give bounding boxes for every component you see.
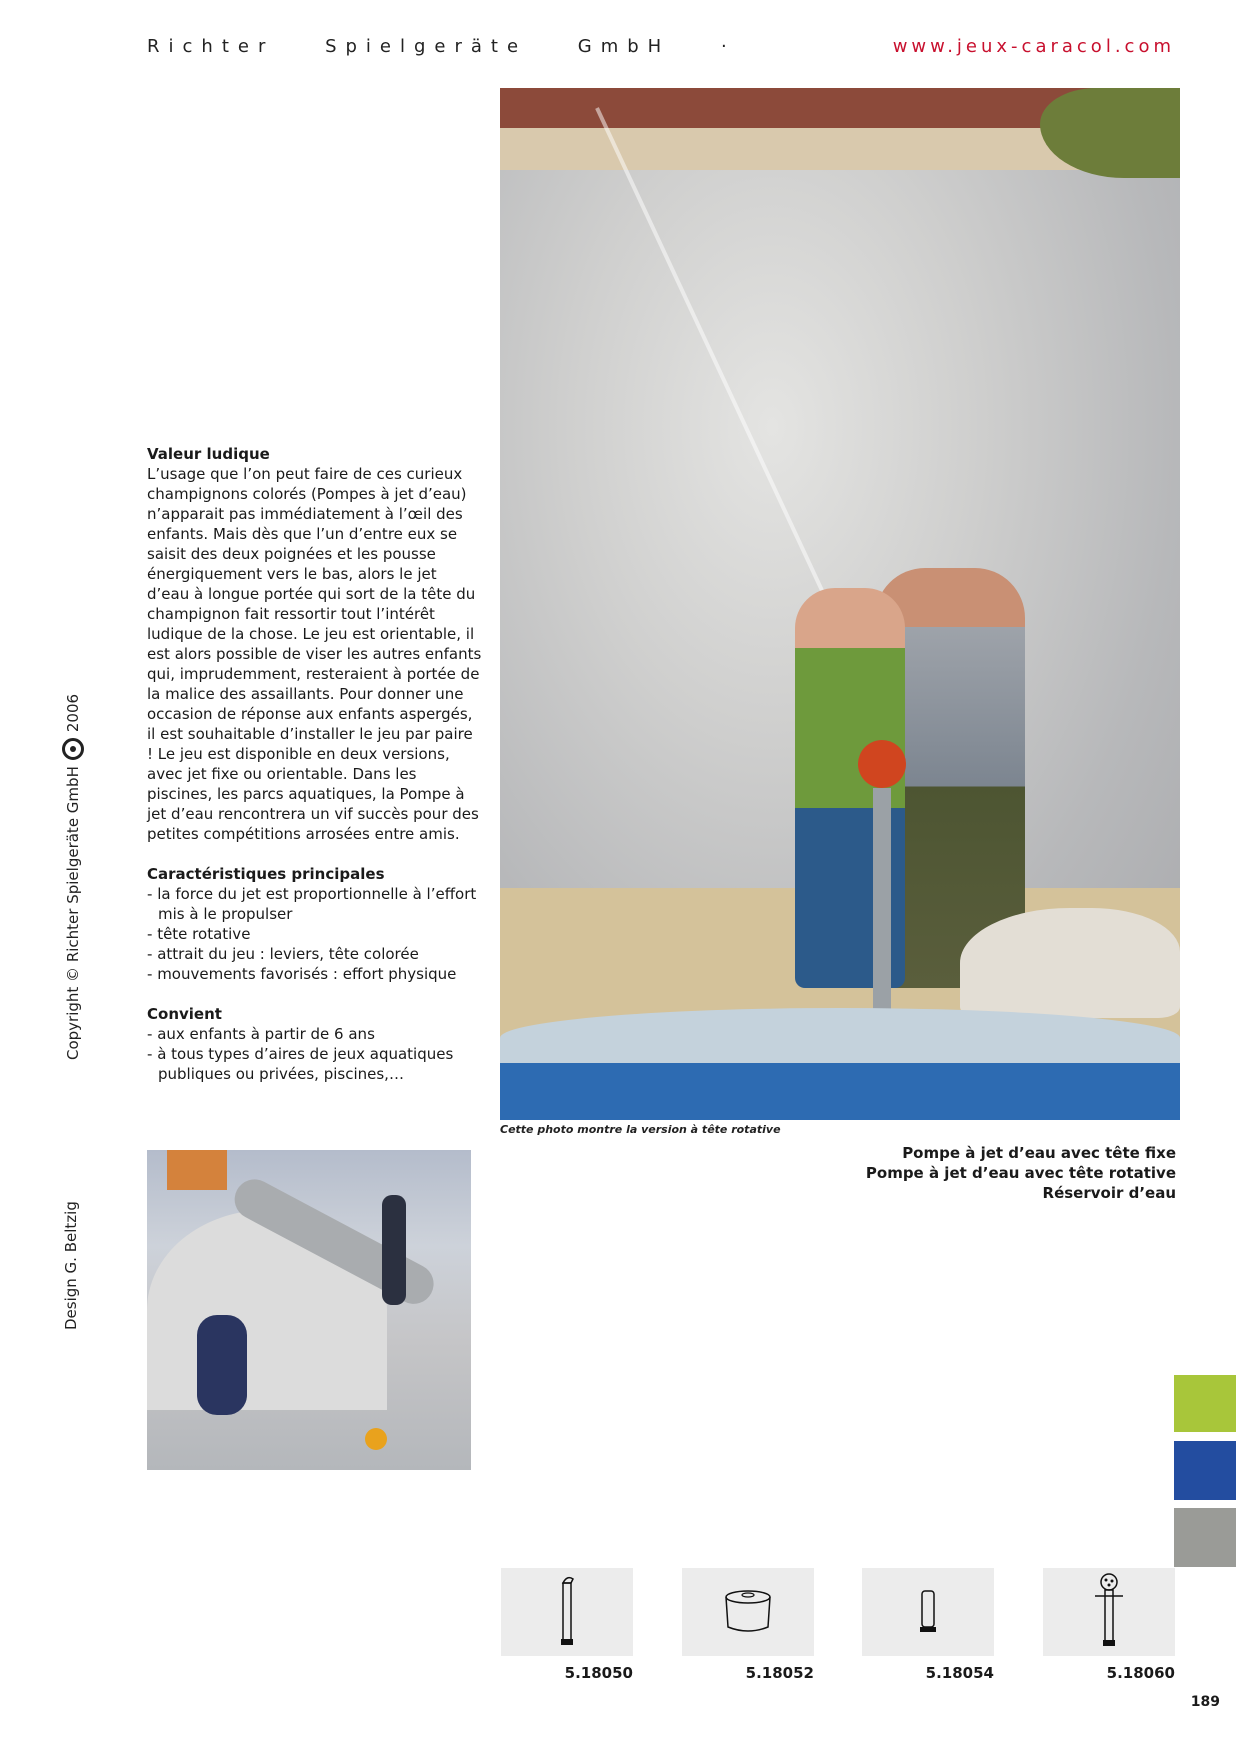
list-item: - à tous types d’aires de jeux aquatiques publiques ou privées, piscines,… [147, 1044, 482, 1084]
product-number: 5.18050 [564, 1664, 633, 1682]
carac-title: Caractéristiques principales [147, 865, 385, 883]
product-number: 5.18052 [745, 1664, 814, 1682]
valeur-body: L’usage que l’on peut faire de ces curieux champignons colorés (Pompes à jet d’eau) n’apparait pas immédiatement à l’œil des enfants. Mais dès que l’un d’entre eux se saisit des deux poignées et les pousse énergiquement vers le bas, alors le jet d’eau à longue portée qui sort de la tête du champignon fait ressortir tout l’intérêt ludique de la chose. Le jeu est orientable, il est alors possible de viser les autres enfants qui, imprudemment, resteraient à portée de la malice des assaillants. Pour donner une occasion de réponse aux enfants aspergés, il est souhaitable d’installer le jeu par paire ! Le jeu est disponible en deux versions, avec jet fixe ou orientable. Dans les piscines, les parcs aquatiques, la Pompe à jet d’eau rencontrera un vif succès pour des petites compétitions arrosées entre amis. [147, 465, 482, 843]
product-titles [866, 1143, 1176, 1203]
product-title: Pompe à jet d’eau avec tête fixe [902, 1144, 1176, 1162]
product-title: Pompe à jet d’eau avec tête rotative [865, 1164, 1176, 1182]
side-copyright [62, 694, 84, 1060]
header-url[interactable]: www.jeux-caracol.com [892, 36, 1175, 57]
list-item: - tête rotative [147, 924, 482, 944]
list-item: - la force du jet est proportionnelle à l’effort mis à le propulser [147, 884, 482, 924]
copyright-text: Copyright © Richter Spielgeräte GmbH [64, 766, 82, 1060]
photo-caption: Cette photo montre la version à tête rotative [500, 1123, 781, 1136]
small-photo-playground [147, 1150, 471, 1470]
product-number: 5.18054 [925, 1664, 994, 1682]
page-number: 189 [1190, 1694, 1220, 1710]
product-card[interactable] [1043, 1568, 1175, 1682]
side-design-credit: Design G. Beltzig [62, 1201, 80, 1330]
pump-fixed-head-icon [501, 1568, 633, 1656]
header-company: Richter Spielgeräte GmbH · [147, 36, 736, 57]
color-swatch-blue [1174, 1441, 1236, 1500]
color-swatch-green [1174, 1375, 1236, 1432]
list-item: - mouvements favorisés : effort physique [147, 964, 482, 984]
pump-rotative-head-icon [1043, 1568, 1175, 1656]
list-item: - attrait du jeu : leviers, tête colorée [147, 944, 482, 964]
small-post-icon [862, 1568, 994, 1656]
list-item: - aux enfants à partir de 6 ans [147, 1024, 482, 1044]
convient-title: Convient [147, 1005, 222, 1023]
product-card[interactable] [862, 1568, 994, 1682]
description-column [147, 444, 482, 1104]
snail-logo-icon [62, 738, 84, 760]
convient-list [147, 1024, 482, 1084]
color-swatch-grey [1174, 1508, 1236, 1567]
main-photo-children-water-pump [500, 88, 1180, 1120]
product-card[interactable] [501, 1568, 633, 1682]
product-title: Réservoir d’eau [1042, 1184, 1176, 1202]
water-reservoir-icon [682, 1568, 814, 1656]
product-card[interactable] [682, 1568, 814, 1682]
product-number: 5.18060 [1106, 1664, 1175, 1682]
copyright-year: 2006 [64, 693, 82, 733]
valeur-title: Valeur ludique [147, 445, 270, 463]
carac-list [147, 884, 482, 984]
